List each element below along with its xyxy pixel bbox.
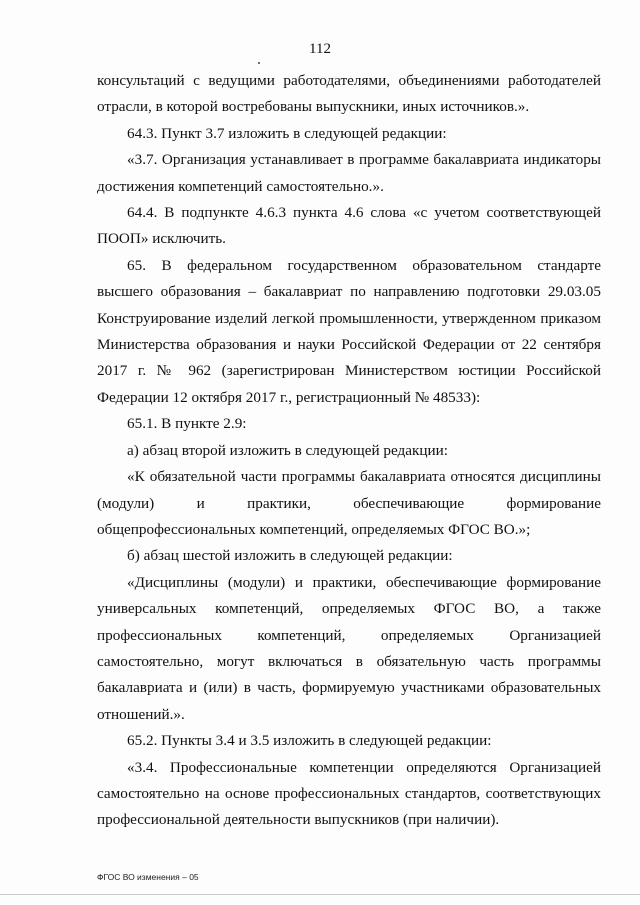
paragraph-65: 65. В федеральном государственном образовательном стандарте высшего образования – бакалавриат по направлению подготовки 29.03.05 Конструирование изделий легкой промышленности, утвержденном приказом Министерства образования и науки Российской Федерации от 22 сентября 2017 г. № 962 (зарегистрирован Министерством юстиции Российской Федерации 12 октября 2017 г., регистрационный № 48533):	[97, 256, 601, 406]
paragraph-continuation: консультаций с ведущими работодателями, объединениями работодателей отрасли, в которой востребованы выпускники, иных источников.».	[97, 72, 601, 116]
paragraph-65-2: 65.2. Пункты 3.4 и 3.5 изложить в следующей редакции:	[127, 732, 492, 750]
paragraph-item-a-quote: «К обязательной части программы бакалавриата относятся дисциплины (модули) и практики, обеспечивающие формирование общепрофессиональных компетенций, определяемых ФГОС ВО.»;	[97, 468, 601, 538]
document-body	[97, 68, 601, 834]
paragraph-item-a: а) абзац второй изложить в следующей редакции:	[127, 441, 449, 459]
paragraph-3-7-quote: «3.7. Организация устанавливает в программе бакалавриата индикаторы достижения компетенций самостоятельно.».	[97, 151, 601, 195]
paragraph-item-b-quote: «Дисциплины (модули) и практики, обеспечивающие формирование универсальных компетенций, определяемых ФГОС ВО, а также профессиональных компетенций, определяемых Организацией самостоятельно, могут включаться в обязательную часть программы бакалавриата и (или) в часть, формируемую участниками образовательных отношений.».	[97, 573, 601, 723]
paragraph-item-b: б) абзац шестой изложить в следующей редакции:	[127, 547, 453, 565]
paragraph-65-1: 65.1. В пункте 2.9:	[127, 415, 247, 433]
paragraph-64-3: 64.3. Пункт 3.7 изложить в следующей редакции:	[127, 124, 447, 142]
scan-edge-line	[0, 894, 640, 895]
page-number: 112	[309, 41, 331, 57]
scan-speck	[258, 62, 260, 64]
paragraph-64-4: 64.4. В подпункте 4.6.3 пункта 4.6 слова «с учетом соответствующей ПООП» исключить.	[97, 204, 601, 248]
paragraph-3-4-quote: «3.4. Профессиональные компетенции определяются Организацией самостоятельно на основе профессиональных стандартов, соответствующих профессиональной деятельности выпускников (при наличии).	[97, 758, 601, 829]
document-footer: ФГОС ВО изменения – 05	[97, 872, 199, 882]
